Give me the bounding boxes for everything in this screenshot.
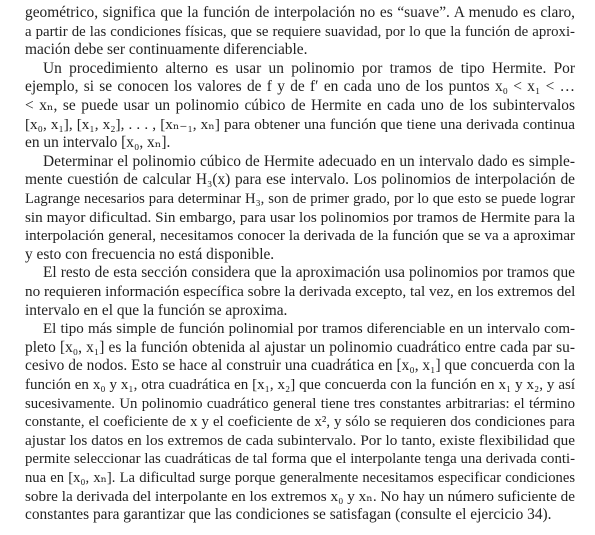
text-line: ejemplo, si se conocen los valores de f y de f′ en cada uno de los puntos x₀ < x₁ < … [25,78,575,96]
text-line: función en x₀ y x₁, otra cuadrática en [x₁, x₂] que concuerda con la función en x₁ y x₂, y así [25,377,575,393]
text-line: en un intervalo [x₀, xₙ]. [25,134,171,152]
text-line: cesivo de nodos. Esto se hace al construir una cuadrática en [x₀, x₁] que concuerda con la [25,357,575,375]
text-line: intervalo en el que la función se aproxima. [25,301,288,319]
text-line: sobre la derivada del interpolante en los extremos x₀ y xₙ. No hay un número suficiente de [25,487,575,505]
text-line: geométrico, significa que la función de interpolación no es “suave”. A menudo es claro, [25,4,575,21]
text-line: constante, el coeficiente de x y el coeficiente de x², y sólo se requieren dos condiciones para [25,414,575,431]
text-line: no requieren información específica sobre la derivada excepto, tal vez, en los extremos del [25,283,576,300]
text-line: < xₙ, se puede usar un polinomio cúbico de Hermite en cada uno de los subintervalos [25,97,575,114]
text-line: nua en [x₀, xₙ]. La dificultad surge porque generalmente necesitamos especificar condiciones [25,470,575,486]
text-line: y esto con frecuencia no está disponible. [25,245,275,263]
text-line: constantes para garantizar que las condiciones se satisfagan (consulte el ejercicio 34). [25,506,552,524]
text-line: [x₀, x₁], [x₁, x₂], . . . , [xₙ₋₁, xₙ] para obtener una función que tiene una derivada continua [25,115,575,133]
text-line: El resto de esta sección considera que la aproximación usa polinomios por tramos que [43,264,575,282]
text-line: mación debe ser continuamente diferenciable. [25,41,308,59]
text-line: El tipo más simple de función polinomial por tramos diferenciable en un intervalo com- [43,321,575,338]
text-line: permite seleccionar las cuadráticas de tal forma que el interpolante tenga una derivada conti- [25,451,575,468]
text-line: sin mayor dificultad. Sin embargo, para usar los polinomios por tramos de Hermite para la [25,208,575,226]
text-line: Lagrange necesarios para determinar H₃, son de primer grado, por lo que esto se puede lograr [25,191,575,207]
text-line: pleto [x₀, x₁] es la función obtenida al ajustar un polinomio cuadrático entre cada par su- [25,338,575,356]
text-line: interpolación general, necesitamos conocer la derivada de la función que se va a aproximar [25,228,575,245]
text-line: sucesivamente. Un polinomio cuadrático general tiene tres constantes arbitrarias: el término [25,395,575,412]
text-line: ajustar los datos en los extremos de cada subintervalo. Por lo tanto, existe flexibilidad que [25,431,575,449]
text-line: mente cuestión de calcular H₃(x) para ese intervalo. Los polinomios de interpolación de [25,171,575,189]
text-line: Determinar el polinomio cúbico de Hermite adecuado en un intervalo dado es simple- [43,152,575,170]
text-line: a partir de las condiciones físicas, que se requiere suavidad, por lo que la función de aproxi- [25,23,575,40]
text-line: Un procedimiento alterno es usar un polinomio por tramos de tipo Hermite. Por [43,59,575,77]
